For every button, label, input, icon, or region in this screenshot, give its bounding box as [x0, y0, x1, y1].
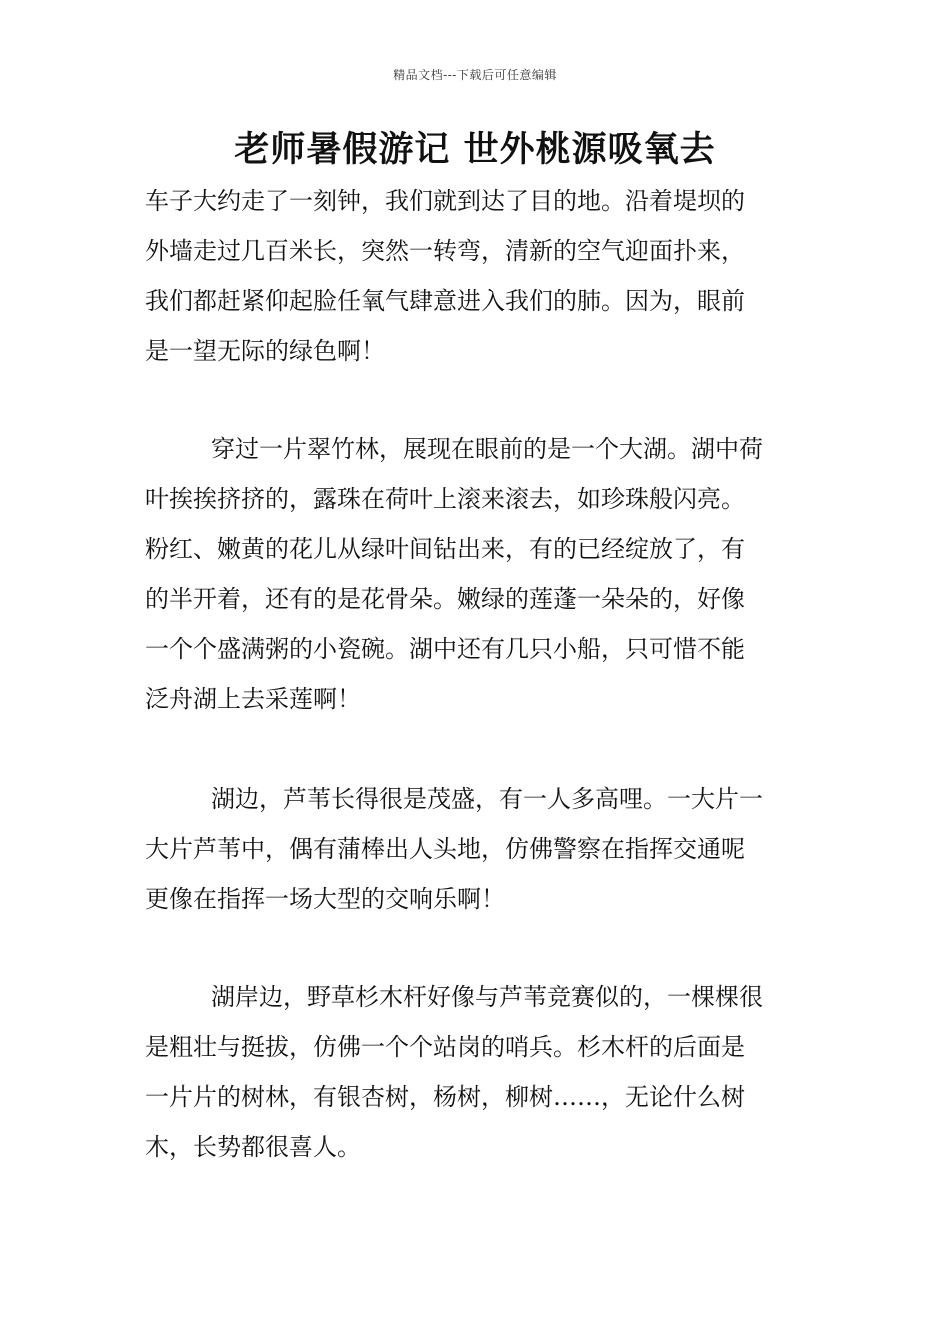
paragraph-1 [145, 176, 807, 376]
paragraph-line: 木，长势都很喜人。 [145, 1133, 361, 1161]
paragraph-line: 一片片的树林，有银杏树，杨树，柳树……，无论什么树 [145, 1083, 745, 1111]
paragraph-line: 粉红、嫩黄的花儿从绿叶间钻出来，有的已经绽放了，有 [145, 535, 745, 563]
paragraph-line: 是粗壮与挺拔，仿佛一个个站岗的哨兵。杉木杆的后面是 [145, 1033, 745, 1061]
paragraph-line: 叶挨挨挤挤的，露珠在荷叶上滚来滚去，如珍珠般闪亮。 [145, 485, 745, 513]
paragraph-line: 是一望无际的绿色啊！ [145, 337, 385, 365]
paragraph-line: 一个个盛满粥的小瓷碗。湖中还有几只小船，只可惜不能 [145, 635, 745, 663]
paragraph-line: 穿过一片翠竹林，展现在眼前的是一个大湖。湖中荷 [211, 435, 763, 463]
paragraph-2 [145, 424, 807, 724]
paragraph-line: 泛舟湖上去采莲啊！ [145, 685, 361, 713]
paragraph-line: 湖岸边，野草杉木杆好像与芦苇竞赛似的，一棵棵很 [211, 983, 763, 1011]
paragraph-line: 更像在指挥一场大型的交响乐啊！ [145, 885, 505, 913]
document-title: 老师暑假游记 世外桃源吸氧去 [234, 129, 716, 170]
document-header-note: 精品文档---下载后可任意编辑 [393, 68, 557, 82]
paragraph-line: 车子大约走了一刻钟，我们就到达了目的地。沿着堤坝的 [145, 187, 745, 215]
paragraph-line: 大片芦苇中，偶有蒲棒出人头地，仿佛警察在指挥交通呢 [145, 835, 745, 863]
paragraph-line: 外墙走过几百米长，突然一转弯，清新的空气迎面扑来， [145, 237, 745, 265]
paragraph-line: 湖边，芦苇长得很是茂盛，有一人多高哩。一大片一 [211, 785, 763, 813]
paragraph-4 [145, 972, 807, 1172]
paragraph-line: 我们都赶紧仰起脸任氧气肆意进入我们的肺。因为，眼前 [145, 287, 745, 315]
paragraph-3 [145, 774, 807, 924]
paragraph-line: 的半开着，还有的是花骨朵。嫩绿的莲蓬一朵朵的，好像 [145, 585, 745, 613]
